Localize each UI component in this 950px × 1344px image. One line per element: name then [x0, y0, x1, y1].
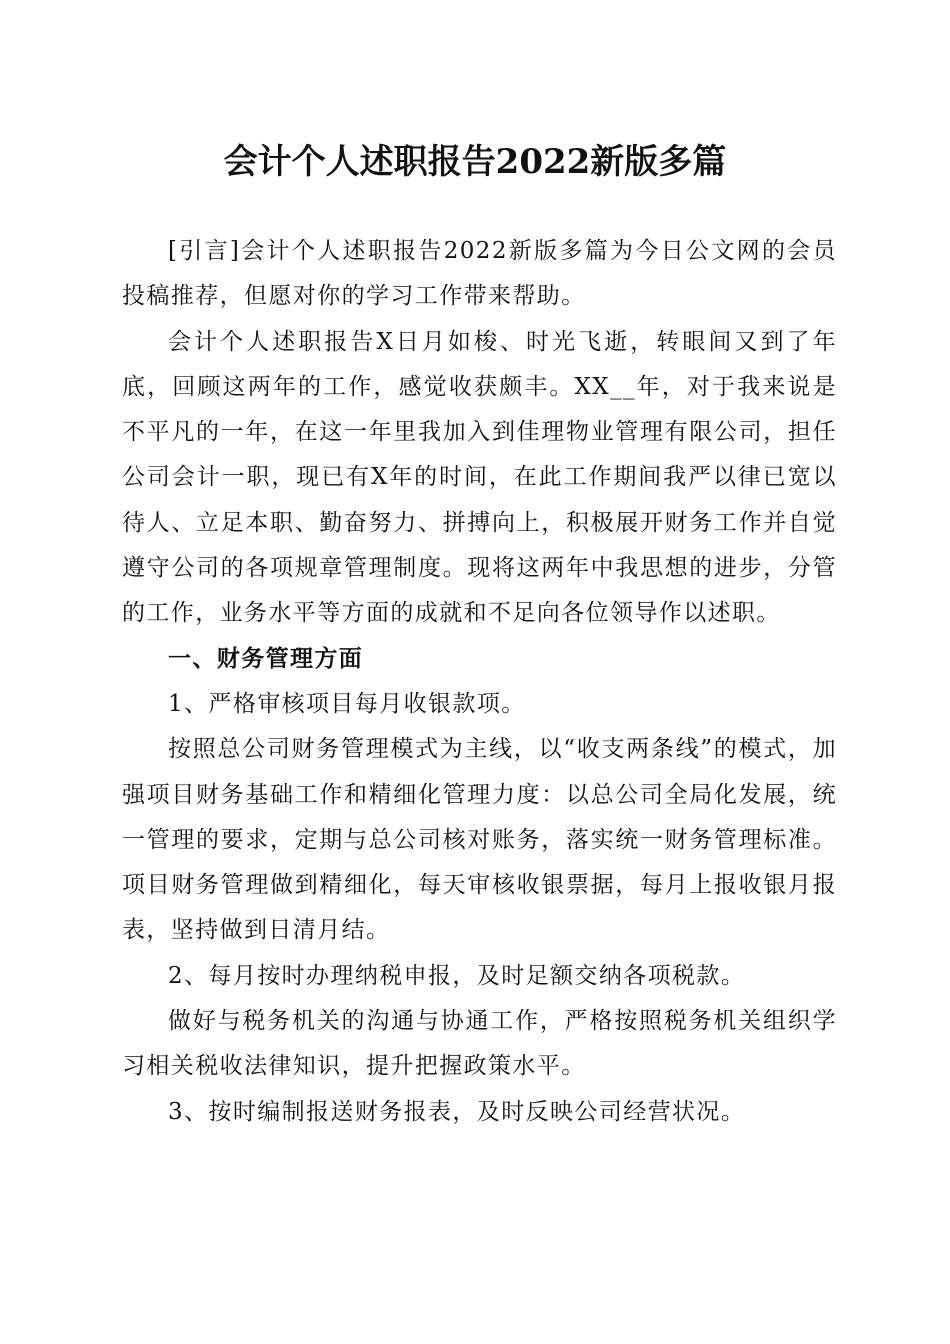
item-1-paragraph: 按照总公司财务管理模式为主线，以“收支两条线”的模式，加强项目财务基础工作和精细化管理力度：以总公司全局化发展，统一管理的要求，定期与总公司核对账务，落实统一财务管理标准。项目财务管理做到精细化，每天审核收银票据，每月上报收银月报表，坚持做到日清月结。: [122, 736, 837, 944]
section-heading-finance: 一、财务管理方面: [168, 645, 364, 672]
opening-paragraph: 会计个人述职报告X日月如梭、时光飞逝，转眼间又到了年底，回顾这两年的工作，感觉收获颇丰。XX__年，对于我来说是不平凡的一年，在这一年里我加入到佳理物业管理有限公司，担任公司会计一职，现已有X年的时间，在此工作期间我严以律已宽以待人、立足本职、勤奋努力、拼搏向上，积极展开财务工作并自觉遵守公司的各项规章管理制度。现将这两年中我思想的进步，分管的工作，业务水平等方面的成就和不足向各位领导作以述职。: [122, 328, 837, 627]
intro-paragraph: [引言]会计个人述职报告2022新版多篇为今日公文网的会员投稿推荐，但愿对你的学习工作带来帮助。: [122, 238, 837, 310]
document-body: [122, 229, 837, 1135]
document-title: 会计个人述职报告2022新版多篇: [223, 142, 727, 182]
item-heading-3: 3、按时编制报送财务报表，及时反映公司经营状况。: [168, 1098, 746, 1125]
item-heading-1: 1、严格审核项目每月收银款项。: [168, 690, 526, 717]
item-2-paragraph: 做好与税务机关的沟通与协通工作，严格按照税务机关组织学习相关税收法律知识，提升把握政策水平。: [122, 1008, 837, 1080]
item-heading-2: 2、每月按时办理纳税申报，及时足额交纳各项税款。: [168, 962, 746, 989]
